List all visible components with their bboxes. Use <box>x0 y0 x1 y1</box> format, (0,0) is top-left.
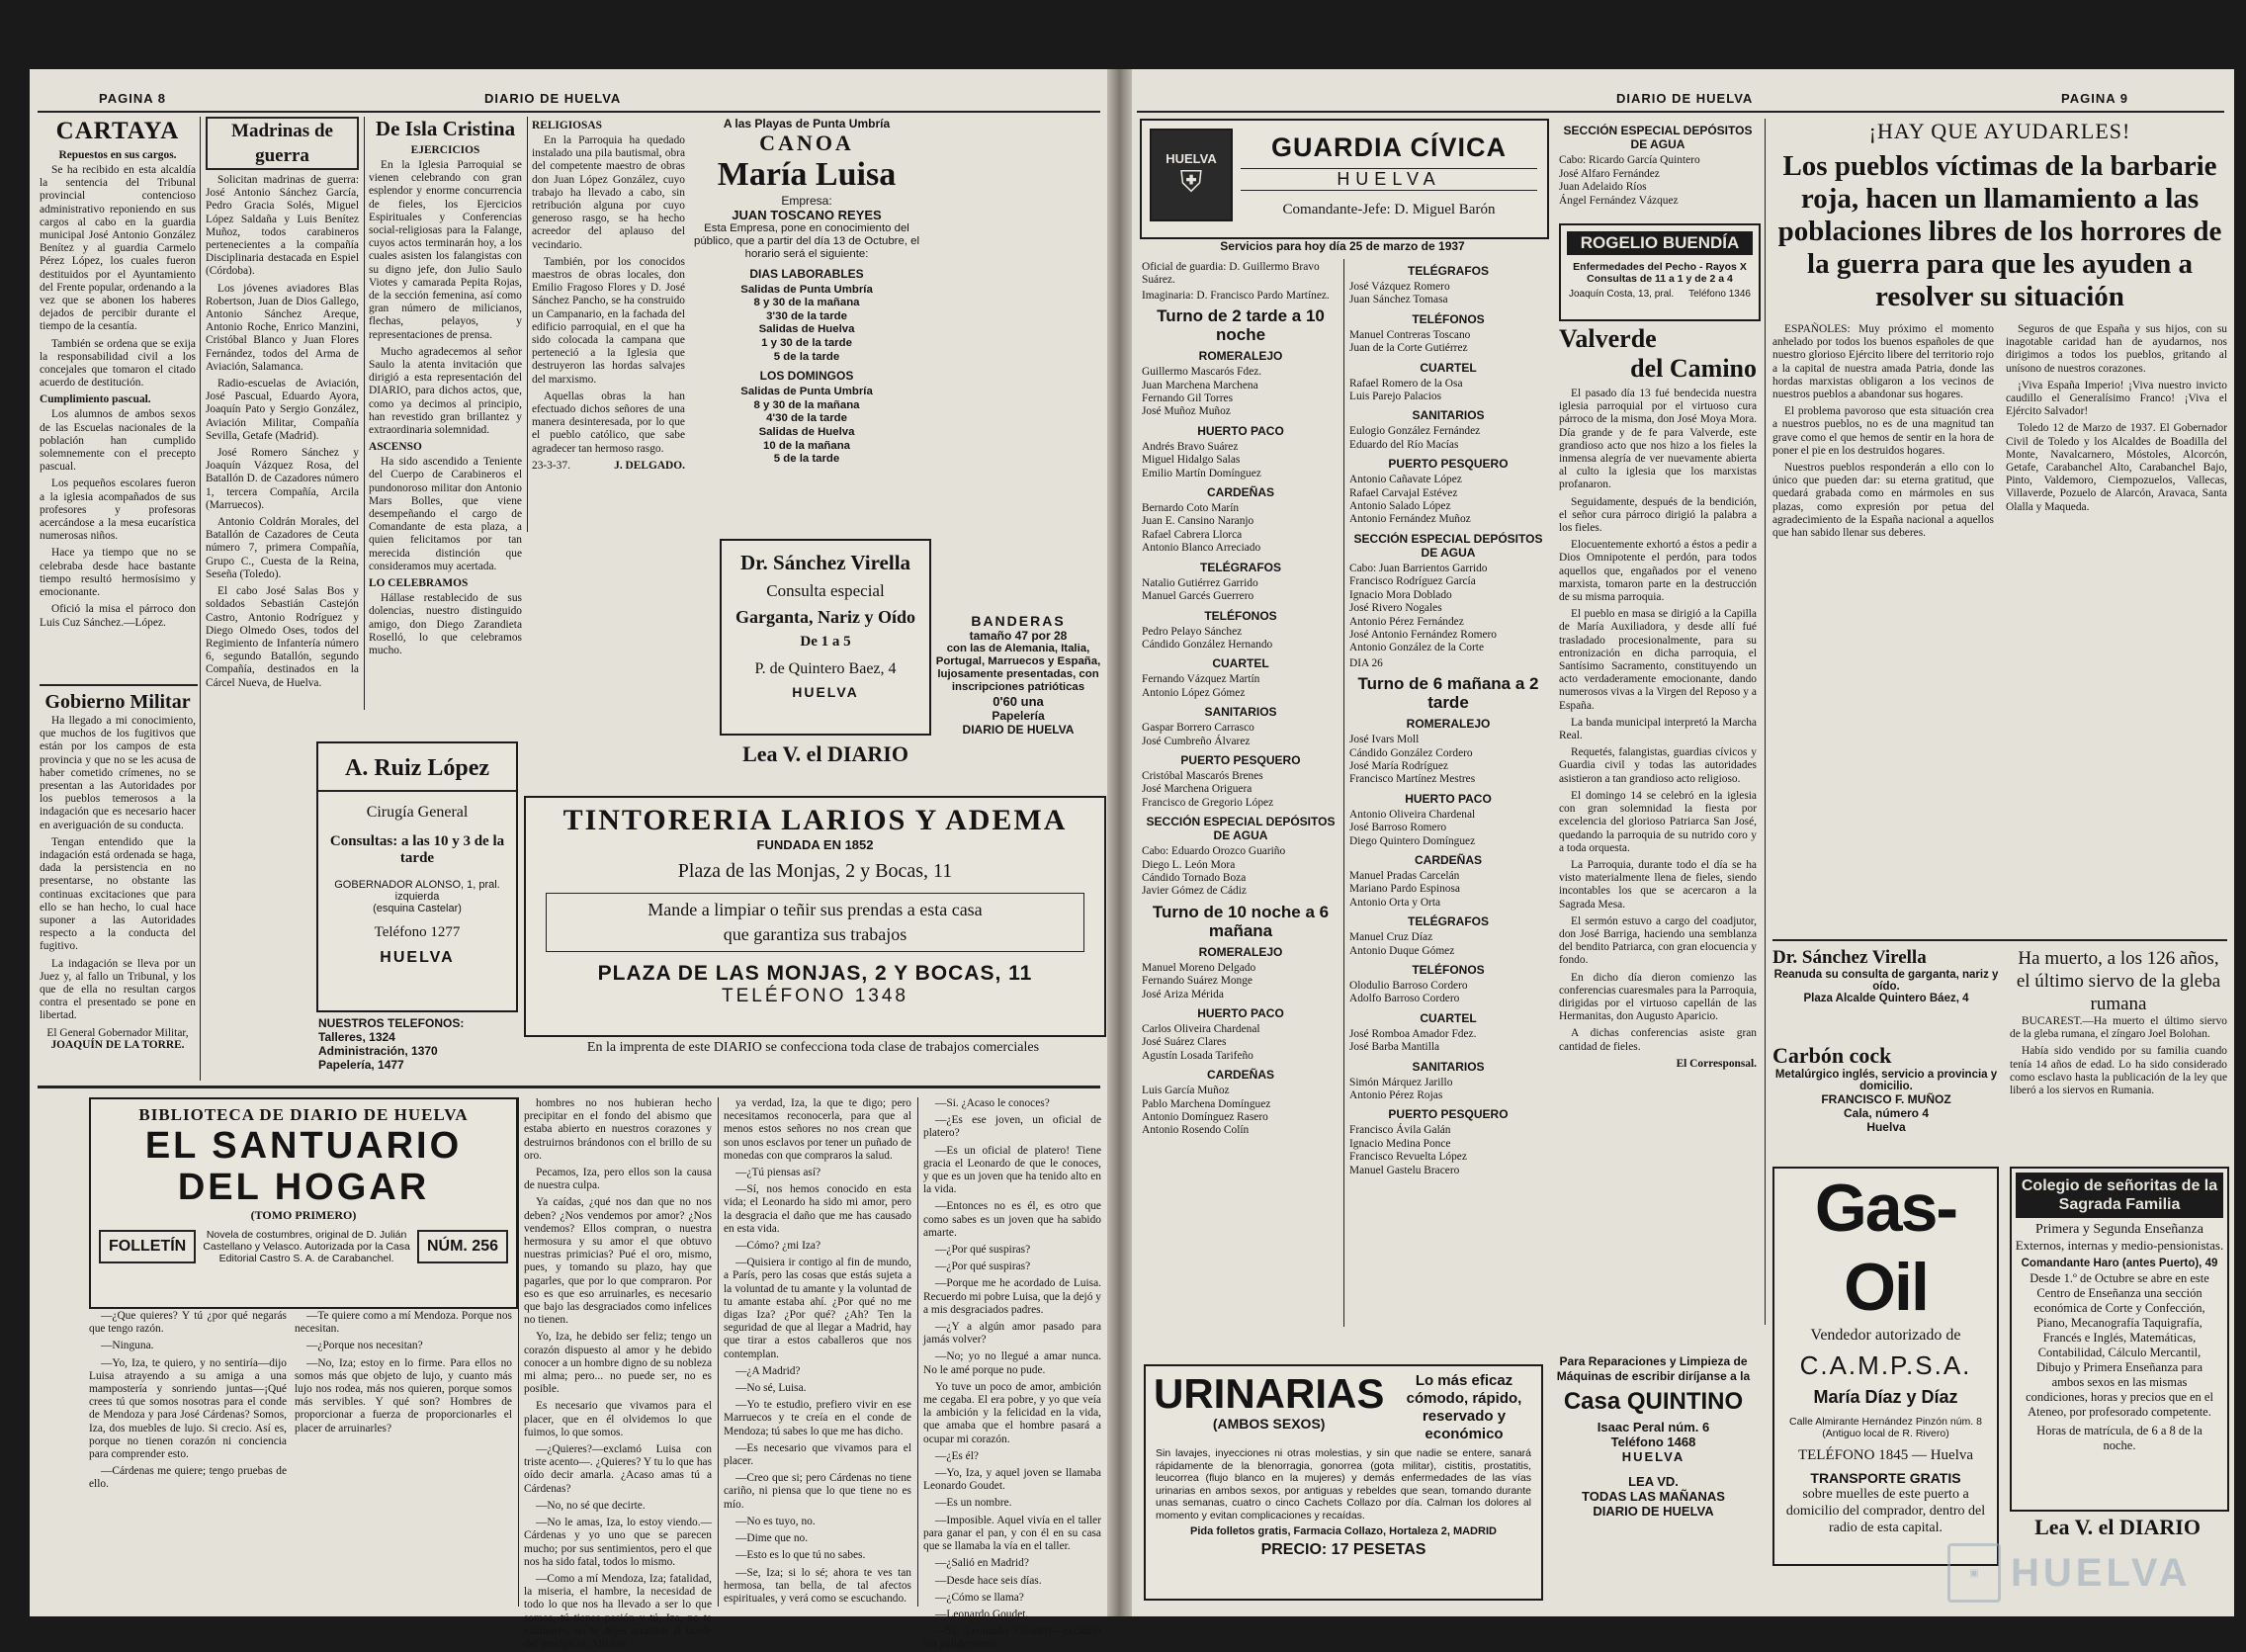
service-person: Cándido González Cordero <box>1349 746 1473 759</box>
folletin-paragraph: —Creo que si; pero Cárdenas no tiene cariño, ni piensa que lo que tiene no es mío. <box>724 1472 911 1511</box>
folletin-paragraph: Yo, Iza, he debido ser feliz; tengo un corazón dispuesto al amor y he debido conocer a un hombre digno de su nobleza mi alma; pero... no puede ser, no es posible. <box>524 1331 712 1396</box>
service-person: Cabo: Juan Barrientos Garrido <box>1349 562 1488 574</box>
service-person: Francisco de Gregorio López <box>1142 796 1274 809</box>
folletin-paragraph: —Sí, nos hemos conocido en esta vida; el Leonardo ha sido mi amor, pero la desgracia el daño que me has causado en esta vida. <box>724 1183 911 1235</box>
service-person: Antonio Duque Gómez <box>1349 944 1455 957</box>
servicios-col-1 <box>1142 259 1339 1356</box>
service-person: Olodulio Barroso Cordero <box>1349 980 1468 992</box>
masthead-left: DIARIO DE HUELVA <box>484 91 622 106</box>
quintino-ad: Para Reparaciones y Limpieza de Máquinas de escribir diríjanse a la Casa QUINTINO Isaac Peral núm. 6 Teléfono 1468 HUELVA LEA VD. TODAS LAS MAÑANAS DIARIO DE HUELVA <box>1556 1354 1751 1519</box>
folletin-paragraph: —Leonardo Goudet. <box>935 1608 1029 1620</box>
service-person: José Rivero Nogales <box>1349 602 1442 615</box>
service-person: Diego L. León Mora <box>1142 858 1236 871</box>
service-person: Francisco Ávila Galán <box>1349 1124 1451 1137</box>
service-person: Manuel Gastelu Bracero <box>1349 1164 1460 1176</box>
service-person: Antonio Fernández Muñoz <box>1349 513 1471 526</box>
service-section-heading: TELÉFONOS <box>1204 608 1277 623</box>
service-person: Manuel Contreras Toscano <box>1349 328 1471 341</box>
canoa-name: María Luisa <box>717 156 897 193</box>
folletin-paragraph: —Cómo? ¿mi Iza? <box>735 1240 821 1253</box>
service-section-heading: CARDEÑAS <box>1414 852 1482 867</box>
service-person: Cristóbal Mascarós Brenes <box>1142 769 1263 782</box>
service-person: Luis Parejo Palacios <box>1349 391 1442 403</box>
page-number-left: PAGINA 8 <box>99 91 166 106</box>
service-person: José Muñoz Muñoz <box>1142 405 1231 418</box>
service-person: Eulogio González Fernández <box>1349 425 1481 438</box>
folletin-paragraph: ya verdad, Iza, la que te digo; pero necesitamos reconocerla, para que al menos estos señores no nos crean que son unos esclavos por tener un puñado de monedas con que compraros la salud. <box>724 1097 911 1162</box>
service-section-heading: PUERTO PESQUERO <box>1180 752 1301 767</box>
seccion-especial-top: SECCIÓN ESPECIAL DEPÓSITOS DE AGUA Cabo: Ricardo García Quintero José Alfaro Fernández Juan Adelaido Ríos Ángel Fernández Vázquez <box>1559 124 1753 207</box>
folletin-paragraph: —No sé, Luisa. <box>735 1382 807 1395</box>
folletin-paragraph: Ya caídas, ¿qué nos dan que no nos deben? ¿Nos vendemos por amor? ¿Nos vendemos? Ellos compran, o nuestra hermosura y su amor el que obtuvo nuestras primicias? Pué el oro, mismo, pues, y tomando su plazo, hay que pagarles, que por lo que compraron. Por eso es que eso arruinarles, es necesario que bajo las desgraciados como infelices no tienen. <box>524 1196 712 1327</box>
service-section-heading: CUARTEL <box>1420 1010 1477 1025</box>
service-person: José Marchena Origuera <box>1142 783 1253 796</box>
service-person: Agustín Losada Tarifeño <box>1142 1049 1253 1062</box>
folletin-paragraph: —No; yo no llegué a amar nunca. No le amé porque no pude. <box>923 1350 1101 1376</box>
service-person: Rafael Carvajal Estévez <box>1349 486 1458 499</box>
folletin-paragraph: —¿Por qué suspiras? <box>935 1244 1031 1257</box>
service-person: Manuel Cruz Díaz <box>1349 931 1433 944</box>
folletin-paragraph: Es necesario que vivamos para el placer, que en él olvidemos lo que fuimos, lo que somos. <box>524 1400 712 1438</box>
service-person: José Ariza Mérida <box>1142 988 1224 1000</box>
servicios-col-2 <box>1349 259 1547 1356</box>
service-section-heading: TELÉGRAFOS <box>1199 560 1281 574</box>
folletin-paragraph: —Quisiera ir contigo al fin de mundo, a París, pero las cosas que estás sujeta a la voluntad de tu amante y la voluntad de tu amante estaba ahí. ¿Por qué no me digas Iza? ¿Por qué? ¿Ah? Ten la seguridad de que al llegar a Madrid, hay que tirar a estos caballeros que nos contemplan. <box>724 1257 911 1360</box>
service-section-heading: HUERTO PACO <box>1197 423 1284 438</box>
folletin-paragraph: —Entonces no es él, es otro que como sabes es un joven que ha sabido amarte. <box>923 1200 1101 1239</box>
service-section-heading: SANITARIOS <box>1204 705 1277 720</box>
service-section-heading: CUARTEL <box>1212 656 1269 671</box>
service-person: José Romboa Amador Fdez. <box>1349 1027 1477 1040</box>
valverde-article: Valverde del Camino El pasado día 13 fué bendecida nuestra iglesia parroquial por el virtuoso cura párroco de la misma, don José Moya Mora. Día grande y de fe para Valverde, este grandioso acto que nos hizo a los fieles la inmensa alegría de ver nuevamente abierta al culto la iglesia que los marxistas profanaron. Seguidamente, después de la bendición, el señor cura párroco dirigió la palabra a los fieles. Elocuentemente exhortó a éstos a pedir a Dios Omnipotente el perdón, para todos aquellos que, engañados por el veneno marxista, tomaron parte en la destrucción de su misma parroquia. El pueblo en masa se dirigió a la Capilla de María Auxiliadora, y desde allí fué trasladado procesionalmente, para su entronización en dicha parroquia, el Santísimo Sacramento, constituyendo un acto verdaderamente emocionante, dando numerosos vivas a la Virgen del Reposo y a España. La banda municipal interpretó la Marcha Real. Requetés, falangistas, guardias cívicos y Guardia civil y todas las autoridades asistieron a tan grandioso acto religioso. El domingo 14 se celebró en la iglesia con gran solemnidad la fiesta por excelencia del glorioso Patriarca San José, quedando la parroquia de su nutrido coro y a toda orquesta. La Parroquia, durante todo el día se ha visto materialmente llena de fieles, siendo incontables los que se acercaron a la Sagrada Mesa. El sermón estuvo a cargo del coadjutor, don José Barriga, haciendo una semblanza del bendito Patriarca, con gran elocuencia y fondo. En dicho día dieron comienzo las conferencias cuaresmales para la Parroquia, dirigidas por el virtuoso capellán de las Hermanitas, don Augusto Aparicio. A dichas conferencias asiste gran cantidad de fieles. El Corresponsal. <box>1559 324 1757 1070</box>
folletin-paragraph: Pecamos, Iza, pero ellos son la causa de nuestra culpa. <box>524 1167 712 1192</box>
folletin-paragraph: —Es un oficial de platero! Tiene gracia el Leonardo de que le conoces, y que es un joven que ha tenido alto en la vida. <box>923 1144 1101 1196</box>
folletin-paragraph: —Yo, Iza, te quiero, y no sentiría—dijo Luisa atrayendo a su amiga a una mampostería y sonriendo juntas—¡Qué crees tú que somos nosotras para el conde de Mendoza y para José Cárdenas? Somos, Iza, dos muebles de lujo. Si crecio. Así es, porque no tienen corazón ni conciencia para comprender esto. <box>89 1356 287 1461</box>
carbon-cock-ad: Carbón cock Metalúrgico inglés, servicio a provincia y domicilio. FRANCISCO F. MUÑOZ Cala, número 4 Huelva <box>1772 1043 1998 1134</box>
huelva-watermark: ▣ HUELVA <box>1947 1543 2195 1603</box>
service-section-heading: TELÉFONOS <box>1412 963 1485 977</box>
service-person: Fernando Gil Torres <box>1142 392 1233 405</box>
folletin-paragraph: —Sí, Leonardo Goudet!—exclamó Iza palideciendo. <box>923 1625 1101 1651</box>
service-person: José Vázquez Romero <box>1349 281 1450 293</box>
folletin-paragraph: —¿Que quieres? Y tú ¿por qué negarás que tengo razón. <box>89 1310 287 1336</box>
service-person: Manuel Pradas Carcelán <box>1349 869 1460 882</box>
service-section-heading: CUARTEL <box>1420 360 1477 375</box>
service-person: Emilio Martín Domínguez <box>1142 467 1261 479</box>
ayudarles-article: ¡HAY QUE AYUDARLES! Los pueblos víctimas de la barbarie roja, hacen un llamamiento a las poblaciones libres de los horrores de la guerra para que les ayuden a resolver su situación ESPAÑOLES: Muy próximo el momento anhelado por todos los buenos españoles de que nuestro glorioso Ejército libere del territorio rojo a la capital de nuestra amada Patria, donde las hordas marxistas obligaron a los vecinos de nuestros pueblos a abandonar sus hogares. El problema pavoroso que esta situación crea a nuestros pueblos, no es de una magnitud tan grave como el que hemos de sentir en la hora de poner el pie en los destruidos hogares. Nuestros pueblos responderán a ello con lo único que pueden dar: su eterna gratitud, que quedará grabada como en mármoles en sus plazas, como expresión por petua del agradecimiento de la España nacional a aquellos que han sabido llenar sus deberes. Seguros de que España y sus hijos, con su inagotable caridad han de ayudarnos, nos dirigimos a todos los pueblos, gritando al unísono de nuestros corazones. ¡Viva España Imperio! ¡Viva nuestro invicto caudillo el Generalísimo Franco! ¡Viva el Ejército Salvador! Toledo 12 de Marzo de 1937. El Gobernador Civil de Toledo y los Alcaldes de Boadilla del Monte, Navalcarnero, Móstoles, Alcorcón, Getafe, Carabanchel Alto, Carabanchel Bajo, Pinto, Valdemoro, Ciempozuelos, Vallecas, Villaverde, Pozuelo de Alarcón, Aravaca, Santa Olalla y Maqueda. <box>1772 119 2227 540</box>
service-person: José Ivars Moll <box>1349 734 1420 746</box>
service-person: Guillermo Mascarós Fdez. <box>1142 366 1262 379</box>
folletin-paragraph: —¿Por qué suspiras? <box>935 1261 1031 1273</box>
service-person: José María Rodríguez <box>1349 759 1448 772</box>
folletin-col-1 <box>89 1310 287 1607</box>
page-gutter <box>1107 69 1132 1616</box>
service-person: Fernando Vázquez Martín <box>1142 673 1260 686</box>
folletin-paragraph: —Es un nombre. <box>935 1497 1012 1510</box>
service-section-heading: PUERTO PESQUERO <box>1388 457 1509 472</box>
canoa-ad: A las Playas de Punta Umbría CANOA María Luisa Empresa: JUAN TOSCANO REYES Esta Empresa, pone en conocimiento del público, que a partir del día 13 de Octubre, el horario será el siguiente: DIAS LABORABLES Salidas de Punta Umbría 8 y 30 de la mañana 3'30 de la tarde Salidas de Huelva 1 y 30 de la tarde 5 de la tarde LOS DOMINGOS Salidas de Punta Umbría 8 y 30 de la mañana 4'30 de la tarde Salidas de Huelva 10 de la mañana 5 de la tarde <box>692 117 921 532</box>
folletin-paragraph: —¿Salió en Madrid? <box>935 1557 1029 1570</box>
service-section-heading: SECCIÓN ESPECIAL DEPÓSITOS DE AGUA <box>1146 815 1336 843</box>
service-person: José Barroso Romero <box>1349 822 1447 834</box>
nuestros-telefonos: NUESTROS TELEFONOS: Talleres, 1324 Administración, 1370 Papelería, 1477 <box>318 1016 465 1072</box>
service-person: José Cumbreño Álvarez <box>1142 735 1251 747</box>
service-section-heading: HUERTO PACO <box>1197 1006 1284 1020</box>
service-shift-heading: Turno de 2 tarde a 10 noche <box>1157 306 1325 345</box>
service-person: Diego Quintero Domínguez <box>1349 834 1476 847</box>
service-person: Antonio Blanco Arreciado <box>1142 542 1261 555</box>
ruiz-lopez-ad: A. Ruiz López Cirugía General Consultas: a las 10 y 3 de la tarde GOBERNADOR ALONSO, 1, pral. izquierda (esquina Castelar) Teléfono 1277 HUELVA <box>316 741 518 1012</box>
folletin-paragraph: —¿Es ese joven, un oficial de platero? <box>923 1114 1101 1140</box>
folletin-paragraph: —Desde hace seis días. <box>935 1574 1042 1587</box>
folletin-paragraph: —No es tuyo, no. <box>735 1515 816 1527</box>
lea-diario-right: Lea V. el DIARIO <box>2034 1515 2201 1539</box>
folletin-paragraph: —Como a mí Mendoza, Iza; fatalidad, la miseria, el hambre, la necesidad de todo lo que nos ha llevado a ser lo que somos, tú tienes pasión y tú, Iza, no te enamores, no te dejes arrastrar al borde del precipicio. Allí nos <box>524 1572 712 1650</box>
service-note: Imaginaria: D. Francisco Pardo Martínez. <box>1142 289 1330 302</box>
siervo-article: Ha muerto, a los 126 años, el último siervo de la gleba rumana BUCAREST.—Ha muerto el último siervo de la gleba rumana, el zíngaro Joel Bolohan. Había sido vendido por su familia cuando tenía 14 años de edad. Lo ha sido considerado como esclavo hasta la publicación de la ley que liberó a los siervos en Rumania. <box>2010 948 2227 1097</box>
service-person: Mariano Pardo Espinosa <box>1349 883 1460 896</box>
service-person: Antonio Salado López <box>1349 500 1451 513</box>
service-person: Manuel Garcés Guerrero <box>1142 590 1254 603</box>
madrinas-title: Madrinas de guerra <box>206 117 359 170</box>
service-person: Antonio Pérez Rojas <box>1349 1089 1443 1102</box>
service-person: Adolfo Barroso Cordero <box>1349 993 1460 1005</box>
folletin-paragraph: —Dime que no. <box>735 1532 809 1545</box>
service-person: Bernardo Coto Marín <box>1142 502 1240 515</box>
service-section-heading: SANITARIOS <box>1412 408 1485 423</box>
folletin-paragraph: —Ninguna. <box>101 1340 154 1352</box>
folletin-paragraph: —¿A Madrid? <box>735 1364 801 1377</box>
sanchez-virella-notice: Dr. Sánchez Virella Reanuda su consulta de garganta, nariz y oído. Plaza Alcalde Quintero Báez, 4 <box>1772 947 1999 1004</box>
folletin-paragraph: —¿Tú piensas así? <box>735 1167 821 1179</box>
folletin-paragraph: —Es necesario que vivamos para el placer. <box>724 1441 911 1468</box>
masthead-right: DIARIO DE HUELVA <box>1616 91 1754 106</box>
page-8 <box>30 69 1107 1651</box>
service-person: Eduardo del Río Macías <box>1349 438 1459 451</box>
service-person: Antonio González de la Corte <box>1349 642 1485 654</box>
madrinas-article: Madrinas de guerra Solicitan madrinas de guerra: José Antonio Sánchez García, Pedro Gracia Solés, Miguel López Saldaña y Luis Benítez Muñoz, todos carabineros pertenecientes a la compañía Disciplinaria destacada en Espiel (Córdoba). Los jóvenes aviadores Blas Robertson, Juan de Dios Gallego, Antonio Sánchez Areque, Antonio Roche, Enrico Manzini, Cristóbal Blanco y Juan Flores Fernández, todos del Arma de Aviación, Salamanca. Radio-escuelas de Aviación, José Pascual, Eduardo Ayora, Joaquín Pato y Sergio González, Aviación Militar, Compañía Sevilla, Getafe (Madrid). José Romero Sánchez y Joaquín Vázquez Rosa, del Batallón D. de Cazadores número 1, tercera Compañía, Arcila (Marruecos). Antonio Coldrán Morales, del Batallón de Cazadores de Ceuta número 7, primera Compañía, Grupo C., Cuesta de la Reina, Seseña (Toledo). El cabo José Salas Bos y soldados Sebastián Castejón Castro, Antonio Rodríguez y Diego Olmedo Oses, todos del Regimiento de Infantería número 6, segundo Batallón, segundo Compañía, destinados en la Cárcel Nueva, de Huelva. <box>206 117 359 720</box>
service-note: Oficial de guardia: D. Guillermo Bravo Suárez. <box>1142 261 1320 287</box>
service-section-heading: TELÉGRAFOS <box>1407 914 1489 929</box>
folletin-col-3 <box>724 1097 911 1607</box>
banderas-ad: BANDERAS tamaño 47 por 28 con las de Alemania, Italia, Portugal, Marruecos y España, lujosamente presentadas, con inscripciones patrióticas 0'60 una Papelería DIARIO DE HUELVA <box>935 613 1101 737</box>
biblioteca-header: BIBLIOTECA DE DIARIO DE HUELVA EL SANTUARIO DEL HOGAR (TOMO PRIMERO) FOLLETÍN Novela de costumbres, original de D. Julián Castellano y Velasco. Autorizada por la Casa Editorial Castro S. A. de Carabanchel. NÚM. 256 <box>89 1097 518 1309</box>
service-person: Juan Marchena Marchena <box>1142 379 1258 391</box>
cartaya-title: CARTAYA <box>55 118 180 144</box>
service-person: Simón Márquez Jarillo <box>1349 1076 1453 1088</box>
folletin-paragraph: —Porque me he acordado de Luisa. Recuerdo mi pobre Luisa, que la dejó y a mis desgraciados padres. <box>923 1277 1101 1316</box>
folletin-paragraph: —No le amas, Iza, lo estoy viendo.—Cárdenas y yo uno que se parecen mucho; por sus sentimientos, pero el que nos ha sido fatal, todos lo mismo. <box>524 1517 712 1568</box>
service-person: Juan Sánchez Tomasa <box>1349 294 1448 306</box>
newspaper-spread <box>30 69 2234 1651</box>
folletin-paragraph: Yo tuve un poco de amor, ambición me cegaba. El era pobre, y yo que veía la ambición y la felicidad en la vida, que amaba que el hombre pasará a ocupar mi corazón. <box>923 1380 1101 1445</box>
imprenta-notice: En la imprenta de este DIARIO se confecciona toda clase de trabajos comerciales <box>586 1040 1040 1055</box>
service-person: Miguel Hidalgo Salas <box>1142 454 1241 467</box>
folletin-paragraph: —Si. ¿Acaso le conoces? <box>935 1097 1050 1109</box>
guardia-civica-title: GUARDIA CÍVICA <box>1270 132 1507 162</box>
lea-diario-left: Lea V. el DIARIO <box>742 741 908 766</box>
service-person: José Barba Mantilla <box>1349 1041 1440 1054</box>
folletin-paragraph: —¿Y a algún amor pasado para jamás volver? <box>923 1321 1101 1347</box>
colegio-ad: Colegio de señoritas de la Sagrada Familia Primera y Segunda Enseñanza Externos, internas y medio-pensionistas. Comandante Haro (antes Puerto), 49 Desde 1.º de Octubre se abre en este Centro de Enseñanza una sección económica de Corte y Confección, Piano, Mecanografía Taquigrafía, Francés e Inglés, Matemáticas, Contabilidad, Cálculo Mercantil, Dibujo y Primera Enseñanza para ambos sexos en las mismas condiciones, horas y precios que en el Ateneo, por profesorado competente. Horas de matrícula, de 6 a 8 de la noche. <box>2010 1167 2229 1512</box>
servicios-date: Servicios para hoy día 25 de marzo de 1937 <box>1220 239 1465 253</box>
service-shift-heading: Turno de 6 mañana a 2 tarde <box>1357 674 1539 713</box>
folletin-paragraph: —Cárdenas me quiere; tengo pruebas de ello. <box>89 1465 287 1491</box>
urinarias-ad: URINARIAS (AMBOS SEXOS) Lo más eficaz cómodo, rápido, reservado y económico Sin lavajes, inyecciones ni otras molestias, y sin que nadie se entere, sanará rápidamente de la blenorragia, gonorrea (gota militar), cistitis, prostatitis, leucorrea (flujo blanco en la mujeres) y demás enfermedades de las vías urinarias en ambos sexos, por antiguas y rebeldes que sean, tomando durante unas semanas, cuatro o cinco Cachets Collazo por día. Calman los dolores al momento y evitan complicaciones y recaídas. Pida folletos gratis, Farmacia Collazo, Hortaleza 2, MADRID PRECIO: 17 PESETAS <box>1144 1364 1543 1601</box>
service-person: Cándido Tornado Boza <box>1142 871 1247 884</box>
service-person: Rafael Romero de la Osa <box>1349 377 1463 390</box>
service-section-heading: ROMERALEJO <box>1198 349 1283 364</box>
religiosas-article: RELIGIOSAS En la Parroquia ha quedado instalado una pila bautismal, obra del competente maestro de obras don Juan López González, cuyo trabajo ha llevado a cabo, sin retribución alguna por cuyo generoso rasgo, se ha hecho acreedor del aplauso del vecindario. También, por los conocidos maestros de obras locales, don Emilio Fragoso Flores y D. José Sánchez Pancho, se ha construido un Campanario, en la fachada del edificio parroquial, en el que ha sido colocada la campana que perteneció a la Iglesia que destruyeron las hordas salvajes del marxismo. Aquellas obras la han efectuado dichos señores de una manera desinteresada, por lo que el pueblo católico, que sabe agradecer tan hermoso rasgo. 23-3-37. J. DELGADO. <box>532 120 685 472</box>
service-section-heading: SECCIÓN ESPECIAL DEPÓSITOS DE AGUA <box>1353 531 1543 560</box>
service-person: Antonio Oliveira Chardenal <box>1349 808 1476 821</box>
folletin-paragraph: —Te quiere como a mí Mendoza. Porque nos necesitan. <box>295 1310 512 1336</box>
folletin-paragraph: —¿Cómo se llama? <box>935 1591 1024 1604</box>
service-section-heading: CARDEÑAS <box>1206 1068 1274 1083</box>
huelva-coat-of-arms-icon: HUELVA ⛨ <box>1150 129 1233 221</box>
service-person: Antonio Rosendo Colín <box>1142 1124 1250 1137</box>
service-person: Pedro Pelayo Sánchez <box>1142 625 1243 638</box>
isla-cristina-article: De Isla Cristina EJERCICIOS En la Iglesia Parroquial se vienen celebrando con gran esplendor y enorme concurrencia de fieles, los Ejercicios Espirituales y Conferencias social-religiosas para la Falange, cuyos actos terminarán hoy, a los cuales asisten los falangistas con su digno jefe, don Julio Saulo Viotes y camarada Pepita Rojas, de la sección femenina, así como gran número de milicianos, flechas, pelayos, y representaciones de prensa. Mucho agradecemos al señor Saulo la atenta invitación que dirigió a esta representación del DIARIO, para dichos actos, que, como ya decimos al principio, han revestido gran brillantez y extraordinaria solemnidad. ASCENSO Ha sido ascendido a Teniente del Cuerpo de Carabineros el pundonoroso militar don Antonio Mars Bolles, que viene desempeñando el cargo de Comandante de esta plaza, a quien felicitamos por tan merecida distinción que consideramos muy acertada. LO CELEBRAMOS Hállase restablecido de sus dolencias, nuestro distinguido amigo, don Diego Zarandieta Roselló, lo que celebramos mucho. <box>369 117 522 656</box>
folletin-paragraph: —Esto es lo que tú no sabes. <box>735 1549 866 1562</box>
service-person: Juan de la Corte Gutiérrez <box>1349 342 1468 355</box>
service-person: Antonio Cañavate López <box>1349 474 1462 486</box>
folletin-paragraph: —No, no sé que decirte. <box>536 1499 646 1512</box>
service-person: Juan E. Cansino Naranjo <box>1142 515 1254 528</box>
gobierno-militar-article: Gobierno Militar Ha llegado a mi conocimiento, que muchos de los fugitivos que están por los campos de esta provincia y que no se les acusa de haber cometido crímenes, no se presentan a las Autoridades por los pueblos temerosos a la indagación que es necesario hacer en averiguación de su conducta. Tengan entendido que la indagación está ordenada se haga, dada la persistencia en no presentarse, no obstante las continuas excitaciones que para ello se han hecho, lo cual hace suponer a las Autoridades respecto a la conducta del fugitivo. La indagación se lleva por un Juez y, al fallo un Tribunal, y los que de ella no resultan cargos contra el presentado se pone en libertad. El General Gobernador Militar, JOAQUÍN DE LA TORRE. <box>40 691 196 1051</box>
service-person: Manuel Moreno Delgado <box>1142 961 1256 974</box>
page-9 <box>1132 69 2234 1616</box>
ayudarles-headline: Los pueblos víctimas de la barbarie roja, hacen un llamamiento a las poblaciones libres de los horrores de la guerra para que les ayuden a resolver su situación <box>1777 150 2222 312</box>
service-section-heading: HUERTO PACO <box>1405 791 1492 806</box>
service-section-heading: ROMERALEJO <box>1406 717 1491 732</box>
service-person: Francisco Martínez Mestres <box>1349 773 1476 786</box>
folletin-paragraph: hombres no nos hubieran hecho precipitar en el fondo del abismo que estaba abierto en nuestros corazones y destruirnos brándonos con el brillo de su oro. <box>524 1097 712 1162</box>
service-person: Cándido González Hernando <box>1142 638 1273 651</box>
folletin-paragraph: —Yo te estudio, prefiero vivir en ese Marruecos y te creía en el conde de Mendoza; tú sabes lo que me has dicho. <box>724 1399 911 1437</box>
service-section-heading: PUERTO PESQUERO <box>1388 1107 1509 1122</box>
folletin-paragraph: —¿Porque nos necesitan? <box>306 1340 423 1352</box>
service-section-heading: TELÉFONOS <box>1412 311 1485 326</box>
gas-oil-ad: Gas-Oil Vendedor autorizado de C.A.M.P.S.A. María Díaz y Díaz Calle Almirante Hernández Pinzón núm. 8 (Antiguo local de R. Rivero) TELÉFONO 1845 — Huelva TRANSPORTE GRATIS sobre muelles de este puerto a domicilio del comprador, dentro del radio de esta capital. <box>1772 1167 1999 1566</box>
folletin-paragraph: —No, Iza; estoy en lo firme. Para ellos no somos más que objeto de lujo, y cuanto más lujo nos rodea, más nos quieren, porque somos más servibles. Y qué son? Hombres de proporcionar a fuerza de proporcionarles el placer de arruinarles? <box>295 1356 512 1435</box>
service-person: Ignacio Mora Doblado <box>1349 588 1452 601</box>
service-section-heading: CARDEÑAS <box>1206 485 1274 500</box>
service-person: José Antonio Fernández Romero <box>1349 628 1498 641</box>
service-person: Francisco Revuelta López <box>1349 1151 1467 1164</box>
gobierno-militar-title: Gobierno Militar <box>44 691 191 713</box>
guardia-civica-header: HUELVA ⛨ GUARDIA CÍVICA HUELVA Comandante-Jefe: D. Miguel Barón <box>1140 119 1549 239</box>
isla-cristina-title: De Isla Cristina <box>375 117 516 140</box>
service-section-heading: TELÉGRAFOS <box>1407 264 1489 278</box>
service-person: Antonio Pérez Fernández <box>1349 615 1464 628</box>
folletin-col-4 <box>923 1097 1101 1651</box>
cartaya-article: CARTAYA Repuestos en sus cargos. Se ha recibido en esta alcaldía la sentencia del Tribunal provincial contencioso administrativo reponiendo en sus cargos al cabo en la guardia municipal José Antonio González Benítez y al guardia Carmelo Pérez López, los cuales fueron destituidos por el Ayuntamiento del Frente popular, ordenando a la vez que se abonen los haberes dejados de percibir durante el tiempo de la cesantía. También se ordena que se exija la responsabilidad civil a los concejales que tomaron el citado acuerdo de destitución. Cumplimiento pascual. Los alumnos de ambos sexos de las Escuelas nacionales de la población han cumplido solemnemente con el precepto pascual. Los pequeños escolares fueron a la iglesia acompañados de sus profesores y profesoras acercándose a la mesa eucarística numerosas niños. Hace ya tiempo que no se celebraba desde hace bastante tiempo resultó hermosísimo y emocionante. Ofició la misa el párroco don Luis Cuz Sánchez.—López. <box>40 118 196 629</box>
service-person: Francisco Rodríguez García <box>1349 575 1476 588</box>
folletin-paragraph: —¿Es él? <box>935 1449 979 1462</box>
service-person: Luis García Muñoz <box>1142 1085 1230 1097</box>
folletin-col-2 <box>524 1097 712 1650</box>
tintoreria-ad: TINTORERIA LARIOS Y ADEMA FUNDADA EN 1852 Plaza de las Monjas, 2 y Bocas, 11 Mande a limpiar o teñir sus prendas a esta casa que garantiza sus trabajos PLAZA DE LAS MONJAS, 2 Y BOCAS, 11 TELÉFONO 1348 <box>524 796 1106 1037</box>
service-person: Rafael Cabrera Llorca <box>1142 528 1243 541</box>
service-person: Javier Gómez de Cádiz <box>1142 885 1247 898</box>
service-person: Carlos Oliveira Chardenal <box>1142 1023 1260 1035</box>
sanchez-virella-ad: Dr. Sánchez Virella Consulta especial Garganta, Nariz y Oído De 1 a 5 P. de Quintero Baez, 4 HUELVA <box>720 539 931 736</box>
rogelio-buendia-ad: ROGELIO BUENDÍA Enfermedades del Pecho - Rayos X Consultas de 11 a 1 y de 2 a 4 Joaquín Costa, 13, pral. Teléfono 1346 <box>1559 223 1761 321</box>
service-person: Andrés Bravo Suárez <box>1142 440 1239 453</box>
service-person: Cabo: Eduardo Orozco Guariño <box>1142 845 1286 858</box>
service-section-heading: ROMERALEJO <box>1198 944 1283 959</box>
service-section-heading: SANITARIOS <box>1412 1059 1485 1074</box>
service-person: Antonio Domínguez Rasero <box>1142 1111 1268 1124</box>
folletin-paragraph: —¿Quieres?—exclamó Luisa con triste acento—. ¿Quieres? Y tu lo que has oído decir amarla. ¿Acaso amas tú a Cárdenas? <box>524 1443 712 1495</box>
page-number-right: PAGINA 9 <box>2061 91 2128 106</box>
service-person: José Suárez Clares <box>1142 1036 1227 1049</box>
service-note: DIA 26 <box>1349 656 1383 669</box>
archive-shield-icon: ▣ <box>1947 1543 2001 1603</box>
service-person: Antonio López Gómez <box>1142 686 1246 699</box>
service-person: Natalio Gutiérrez Garrido <box>1142 576 1258 589</box>
folletin-col-1b <box>295 1310 512 1607</box>
service-person: Pablo Marchena Domínguez <box>1142 1097 1271 1110</box>
service-person: Fernando Suárez Monge <box>1142 975 1253 988</box>
service-person: Ignacio Medina Ponce <box>1349 1137 1451 1150</box>
folletin-paragraph: —Yo, Iza, y aquel joven se llamaba Leonardo Goudet. <box>923 1467 1101 1493</box>
service-person: Antonio Orta y Orta <box>1349 896 1441 909</box>
folletin-paragraph: —Se, Iza; si lo sé; ahora te ves tan hermosa, tan bella, de tal afectos espirituales, y verá como se escuchando. <box>724 1566 911 1605</box>
service-shift-heading: Turno de 10 noche a 6 mañana <box>1152 902 1330 940</box>
folletin-paragraph: —Imposible. Aquel vivía en el taller para ganar el pan, y con él en su casa que se llamaba la vía en el taller. <box>923 1514 1101 1553</box>
service-person: Gaspar Borrero Carrasco <box>1142 722 1254 735</box>
